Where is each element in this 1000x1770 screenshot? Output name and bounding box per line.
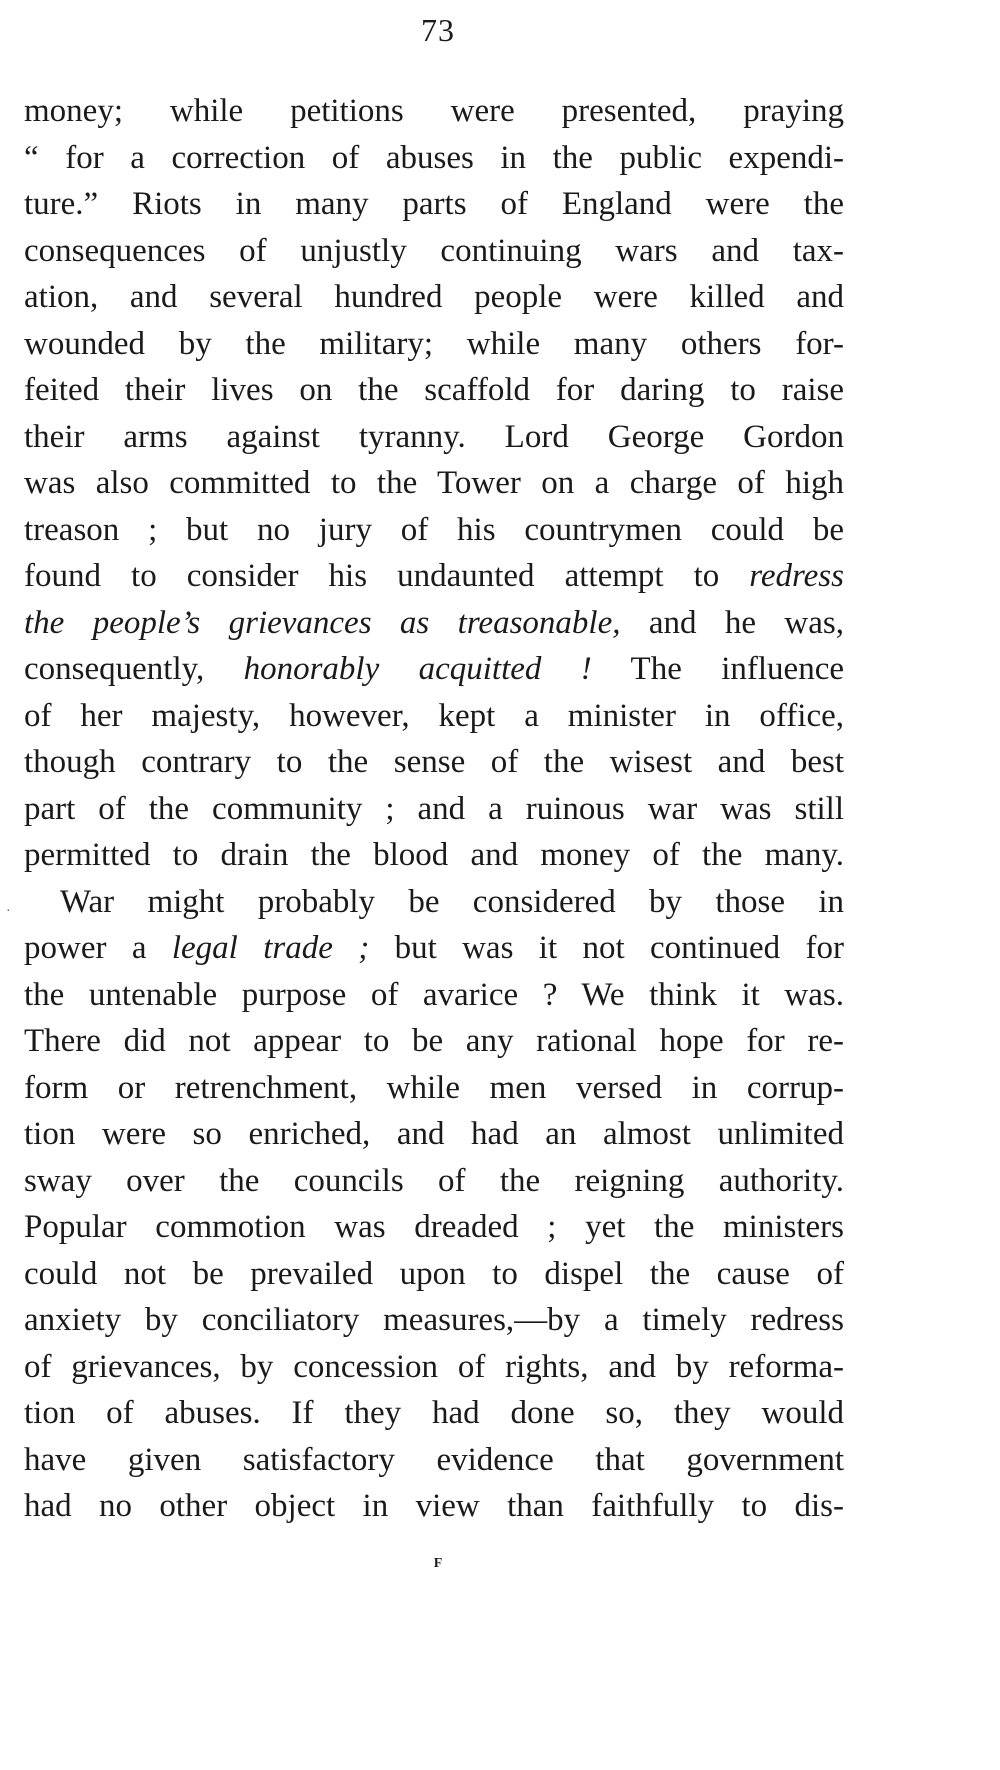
text-run: found to consider his undaunted attempt to: [24, 558, 750, 594]
text-run: “ for a correction of abuses in the public expendi-: [24, 139, 844, 176]
signature-mark: F: [433, 1556, 443, 1571]
text-line: [24, 1297, 844, 1344]
text-line: [24, 274, 844, 321]
text-run: ture.” Riots in many parts of England were the: [24, 186, 844, 222]
text-run: ation, and several hundred people were killed and: [24, 279, 844, 315]
page-number: 73: [421, 12, 455, 48]
text-line: [24, 693, 844, 740]
body-text: [24, 88, 844, 1530]
text-run: There did not appear to be any rational hope for re-: [24, 1023, 844, 1059]
text-run: had no other object in view than faithfully to dis-: [24, 1488, 844, 1524]
text-run: though contrary to the sense of the wisest and best: [24, 744, 844, 780]
text-run: sway over the councils of the reigning authority.: [24, 1162, 844, 1199]
text-run: the untenable purpose of avarice ? We think it was.: [24, 976, 844, 1013]
text-run: their arms against tyranny. Lord George Gordon: [24, 418, 844, 455]
text-run: but was it not continued for: [369, 930, 844, 966]
text-run: consequently,: [24, 651, 244, 687]
text-line: [24, 1065, 844, 1112]
text-run: was also committed to the Tower on a charge of high: [24, 465, 844, 501]
text-line: [24, 1483, 844, 1530]
text-line: [24, 972, 844, 1019]
text-line: [24, 553, 844, 600]
text-line: [24, 786, 844, 833]
text-line: [24, 832, 844, 879]
text-line: [24, 925, 844, 972]
text-line: [24, 88, 844, 135]
text-line: [24, 460, 844, 507]
text-run: feited their lives on the scaffold for daring to raise: [24, 372, 844, 408]
text-line: [24, 181, 844, 228]
text-line: [24, 135, 844, 182]
text-line: [24, 1390, 844, 1437]
text-run: tion were so enriched, and had an almost unlimited: [24, 1116, 844, 1152]
italic-text: honorably acquitted !: [243, 651, 592, 687]
text-run: could not be prevailed upon to dispel the cause of: [24, 1255, 844, 1292]
text-line: [24, 228, 844, 275]
italic-text: the people’s grievances as treasonable,: [24, 604, 621, 641]
text-run: of her majesty, however, kept a minister in office,: [24, 697, 844, 734]
text-line: [24, 879, 844, 926]
text-run: part of the community ; and a ruinous war was still: [24, 790, 844, 827]
text-run: of grievances, by concession of rights, and by reforma-: [24, 1348, 844, 1385]
text-line: [24, 646, 844, 693]
text-line: [24, 739, 844, 786]
text-run: have given satisfactory evidence that government: [24, 1441, 844, 1478]
text-run: money; while petitions were presented, praying: [24, 93, 844, 129]
text-run: treason ; but no jury of his countrymen could be: [24, 511, 844, 548]
text-run: form or retrenchment, while men versed in corrup-: [24, 1069, 844, 1106]
text-line: [24, 1251, 844, 1298]
text-line: [24, 1158, 844, 1205]
italic-text: redress: [749, 558, 844, 594]
text-line: [24, 1437, 844, 1484]
text-run: wounded by the military; while many others for-: [24, 325, 844, 362]
text-line: [24, 600, 844, 647]
text-line: [24, 414, 844, 461]
text-line: [24, 1111, 844, 1158]
text-line: [24, 321, 844, 368]
text-line: [24, 1018, 844, 1065]
text-line: [24, 507, 844, 554]
text-run: Popular commotion was dreaded ; yet the ministers: [24, 1209, 844, 1245]
text-run: power a: [24, 930, 172, 966]
text-run: anxiety by conciliatory measures,—by a timely redress: [24, 1302, 844, 1338]
text-run: permitted to drain the blood and money of the many.: [24, 837, 844, 873]
text-run: tion of abuses. If they had done so, they would: [24, 1395, 844, 1431]
italic-text: legal trade ;: [171, 930, 370, 966]
text-run: The influence: [591, 651, 844, 687]
margin-mark: ·: [6, 904, 11, 919]
text-line: [24, 367, 844, 414]
text-run: War might probably be considered by those in: [60, 883, 844, 920]
text-line: [24, 1344, 844, 1391]
text-line: [24, 1204, 844, 1251]
text-run: and he was,: [620, 604, 844, 641]
text-run: consequences of unjustly continuing wars and tax-: [24, 232, 844, 269]
